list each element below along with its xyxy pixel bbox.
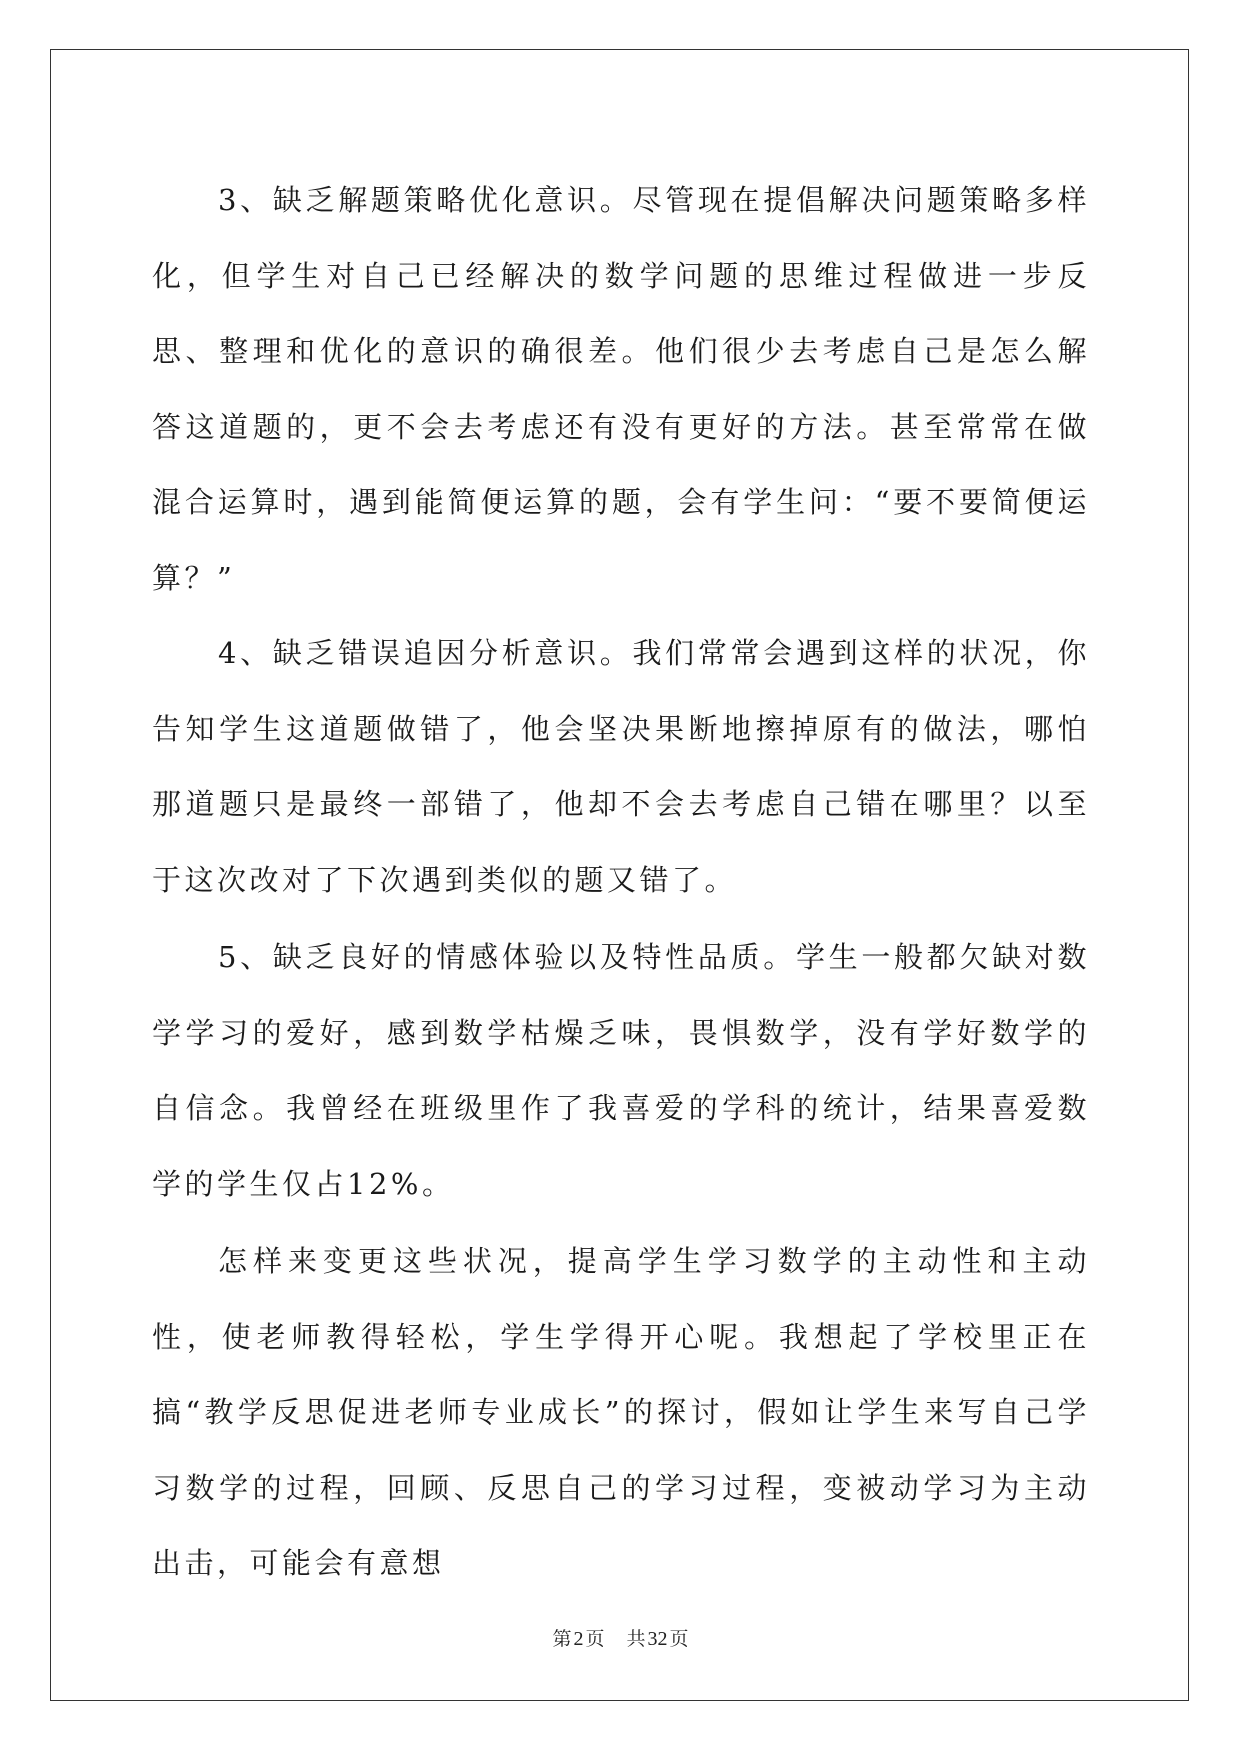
footer-total-number: 32 — [647, 1628, 668, 1650]
paragraph-strategy-optimization: 3、缺乏解题策略优化意识。尽管现在提倡解决问题策略多样化，但学生对自己已经解决的数学问题的思维过程做进一步反思、整理和优化的意识的确很差。他们很少去考虑自己是怎么解答这道题的，更不会去考虑还有没有更好的方法。甚至常常在做混合运算时，遇到能简便运算的题，会有学生问：“要不要简便运算？” — [152, 183, 1090, 595]
footer-page-prefix: 第 — [552, 1628, 572, 1650]
document-body — [152, 163, 1090, 1602]
page-footer — [0, 1624, 1241, 1651]
paragraph-error-analysis: 4、缺乏错误追因分析意识。我们常常会遇到这样的状况，你告知学生这道题做错了，他会坚决果断地擦掉原有的做法，哪怕那道题只是最终一部错了，他却不会去考虑自己错在哪里？以至于这次改对了下次遇到类似的题又错了。 — [152, 636, 1090, 897]
paragraph-how-to-change: 怎样来变更这些状况，提高学生学习数学的主动性和主动性，使老师教得轻松，学生学得开心呢。我想起了学校里正在搞“教学反思促进老师专业成长”的探讨，假如让学生来写自己学习数学的过程，回顾、反思自己的学习过程，变被动学习为主动出击，可能会有意想 — [152, 1244, 1090, 1580]
footer-page-number: 2 — [573, 1628, 584, 1650]
footer-page-suffix: 页 — [585, 1628, 605, 1650]
paragraph-emotional-experience: 5、缺乏良好的情感体验以及特性品质。学生一般都欠缺对数学学习的爱好，感到数学枯燥乏味，畏惧数学，没有学好数学的自信念。我曾经在班级里作了我喜爱的学科的统计，结果喜爱数学的学生仅占12%。 — [152, 940, 1090, 1201]
footer-total-suffix: 页 — [669, 1628, 689, 1650]
footer-total-prefix: 共 — [626, 1628, 646, 1650]
